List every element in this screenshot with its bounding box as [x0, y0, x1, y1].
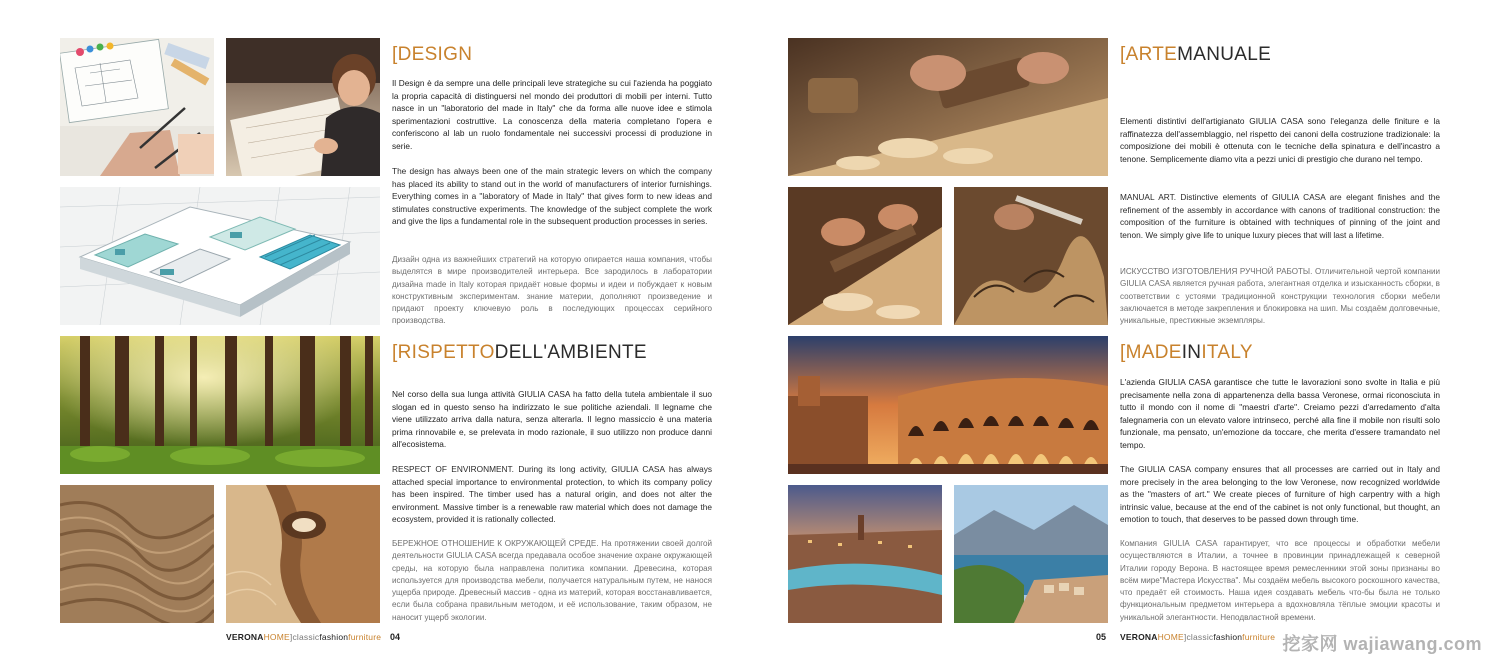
made-in-italy-heading-accent: MADE: [1125, 342, 1182, 363]
verona-river-photo: [788, 485, 942, 623]
brand-home: HOME: [1157, 632, 1184, 642]
carpenter-planing-photo: [788, 38, 1108, 176]
wood-grain-photo: [60, 485, 214, 623]
brand-home: HOME: [263, 632, 290, 642]
manual-art-heading: [1120, 43, 1271, 67]
brand-verona: VERONA: [226, 632, 264, 642]
hands-shaping-wood-photo: [788, 187, 942, 325]
environment-text-it: Nel corso della sua lunga attività GIULIA CASA ha fatto della tutela ambientale il suo slogan ed in questo senso ha indirizzato le sue politiche aziendali. Il legname che viene utilizzato arriva dalla natura, senza alterarla. Il legno massiccio è una materia prima rinnovabile e, se prelevata in modo razionale, il suo utilizzo non produce danni all'ecosistema.: [392, 389, 712, 450]
design-heading-text: DESIGN: [397, 44, 473, 65]
footer-brand-right: [1120, 632, 1275, 642]
made-in-italy-text-en: The GIULIA CASA company ensures that all processes are carried out in Italy and more precisely in the area belonging to the low Veronese, now recognized worldwide as the "masters of art." We create pieces of furniture of high carpentry with a high intrinsic value, because at the end of the cabinet is not only functional, but thought, an emotion to touch, that deserves to be passed down through time.: [1120, 464, 1440, 525]
environment-heading: [392, 341, 647, 365]
brand-fashion: fashion: [319, 632, 349, 642]
environment-heading-accent: RISPETTO: [397, 342, 495, 363]
brand-furniture: furniture: [348, 632, 382, 642]
design-sketch-photo: [60, 38, 214, 176]
designer-at-desk-photo: [226, 38, 380, 176]
design-text-en: The design has always been one of the main strategic levers on which the company has placed its ability to stand out in the world of manufacturers of interior furnishings. Everything comes in a "laboratory of Made in Italy" that gives form to new ideas and stimulates constructive experiments. The knowledge of the subject complete the work and give the lips a fundamental role in the subsequent production processes in series.: [392, 166, 712, 227]
made-in-italy-heading-mid: IN: [1181, 342, 1202, 363]
heading-bracket: [: [392, 44, 398, 65]
made-in-italy-heading: [1120, 341, 1253, 365]
manual-art-text-ru: ИСКУССТВО ИЗГОТОВЛЕНИЯ РУЧНОЙ РАБОТЫ. Отличительной чертой компании GIULIA CASA является ручная работа, элегантная отделка и изысканность сборки, в соответствии с устоями традиционной конструкции технология сборки мебели заключается в методе закрепления и блокировка на шип. Мы создаём долговечные, уникальные, престижные экземпляры.: [1120, 267, 1440, 326]
made-in-italy-text-ru: Компания GIULIA CASA гарантирует, что все процессы и обработки мебели осуществляются в Италии, а точнее в провинции принадлежащей к северной Италии городу Верона. В настоящее время ремесленники этой зоны признаны во всём мире"Мастера Искусства". Мы создаём мебель высокого роскошного качества, что предаёт ей стоимость. Наша идея создавать мебель что-бы была не только функциональным предметом интерьера а вдохновляла тёплые эмоции красоты и уникальной элегантности. Неподвластной времени.: [1120, 539, 1440, 622]
heading-bracket: [: [1120, 342, 1126, 363]
environment-heading-rest: DELL'AMBIENTE: [494, 342, 647, 363]
made-in-italy-heading-rest: ITALY: [1201, 342, 1253, 363]
design-heading: [392, 43, 472, 67]
house-render-photo: [60, 187, 380, 325]
design-text-it: Il Design è da sempre una delle principali leve strategiche su cui l'azienda ha poggiato la propria capacità di distinguersi nel mondo dei produttori di mobili per interni. Tutto nasce in un "laboratorio del made in Italy" che da forma alle nuove idee e stimola sperimentazioni costruttive. La conoscenza della materia completano l'opera e conferiscono al lab un ruolo fondamentale nei successivi processi di produzione in serie.: [392, 78, 712, 151]
verona-arena-photo: [788, 336, 1108, 474]
brand-verona: VERONA: [1120, 632, 1158, 642]
design-text-ru: Дизайн одна из важнейших стратегий на которую опирается наша компания, чтобы выделятся в мире производителей интерьера. Все зародилось в лаборатории дизайна made in Italy которая придаёт новые формы и идеи и побуждает к новым конструктивным экспериментам. знание материи, дополняют произведение и придают проекту ключевую роль в последующих процессах серийного производства.: [392, 255, 712, 326]
brand-classic: ]classic: [1183, 632, 1214, 642]
lake-village-photo: [954, 485, 1108, 623]
environment-text-en: RESPECT OF ENVIRONMENT. During its long activity, GIULIA CASA has always attached special importance to environmental protection, to which its company policy has been inspired. The timber used has a natural origin, and does not alter the environment. Massive timber is a renewable raw material which does not damage the ecosystem, provided it is rationally collected.: [392, 464, 712, 525]
forest-photo: [60, 336, 380, 474]
brand-classic: ]classic: [289, 632, 320, 642]
page-number-left: 04: [390, 632, 401, 642]
wood-carving-photo: [954, 187, 1108, 325]
brand-fashion: fashion: [1213, 632, 1243, 642]
manual-art-heading-rest: MANUALE: [1177, 44, 1272, 65]
environment-text-ru: БЕРЕЖНОЕ ОТНОШЕНИЕ К ОКРУЖАЮЩЕЙ СРЕДЕ. На протяжении своей долгой деятельности GIULIA CASA всегда предавала особое значение охране окружающей среды, на которую была направлена политика компании. Древесина, которая используется для производства мебели, получается натуральным путем, не нанося ущерба природе. Древесный массив - одна из материй, которая восстанавливается, если была собрана правильным методом, и её использование, таким образом, не наносит ущерб экологии.: [392, 539, 712, 622]
manual-art-text-en: MANUAL ART. Distinctive elements of GIULIA CASA are elegant finishes and the refinement of the assembly in accordance with canons of traditional construction: the composition of the furniture is obtained with techniques of pinning of the joint and tenon. We simply give life to unique luxury pieces that will last a lifetime.: [1120, 192, 1440, 240]
manual-art-text-it: Elementi distintivi dell'artigianato GIULIA CASA sono l'eleganza delle finiture e la raffinatezza dell'assemblaggio, nel rispetto dei canoni della costruzione tradizionale: la composizione dei mobili è ottenuta con le tecniche della spinatura e dell'incastro a tenone. Semplicemente diamo vita a pezzi unici di prestigio che durano nel tempo.: [1120, 116, 1440, 164]
heading-bracket: [: [392, 342, 398, 363]
wood-knot-photo: [226, 485, 380, 623]
brand-furniture: furniture: [1242, 632, 1276, 642]
made-in-italy-text-it: L'azienda GIULIA CASA garantisce che tutte le lavorazioni sono svolte in Italia e più precisamente nella zona di appartenenza della bassa Veronese, ormai riconosciuta in tutto il mondo con il nome di "maestri d'arte". Creiamo pezzi d'arredamento d'alta falegnameria con un elevato valore intrinseco, perché alla fine il mobile non risulti solo funzionale, ma pensato, un'emozione da toccare, che merita d'essere tramandato nel tempo.: [1120, 377, 1440, 450]
heading-bracket: [: [1120, 44, 1126, 65]
page-number-right: 05: [1096, 632, 1107, 642]
site-watermark: 挖家网 wajiawang.com: [1282, 634, 1482, 654]
footer-brand-left: [226, 632, 381, 642]
manual-art-heading-accent: ARTE: [1125, 44, 1178, 65]
